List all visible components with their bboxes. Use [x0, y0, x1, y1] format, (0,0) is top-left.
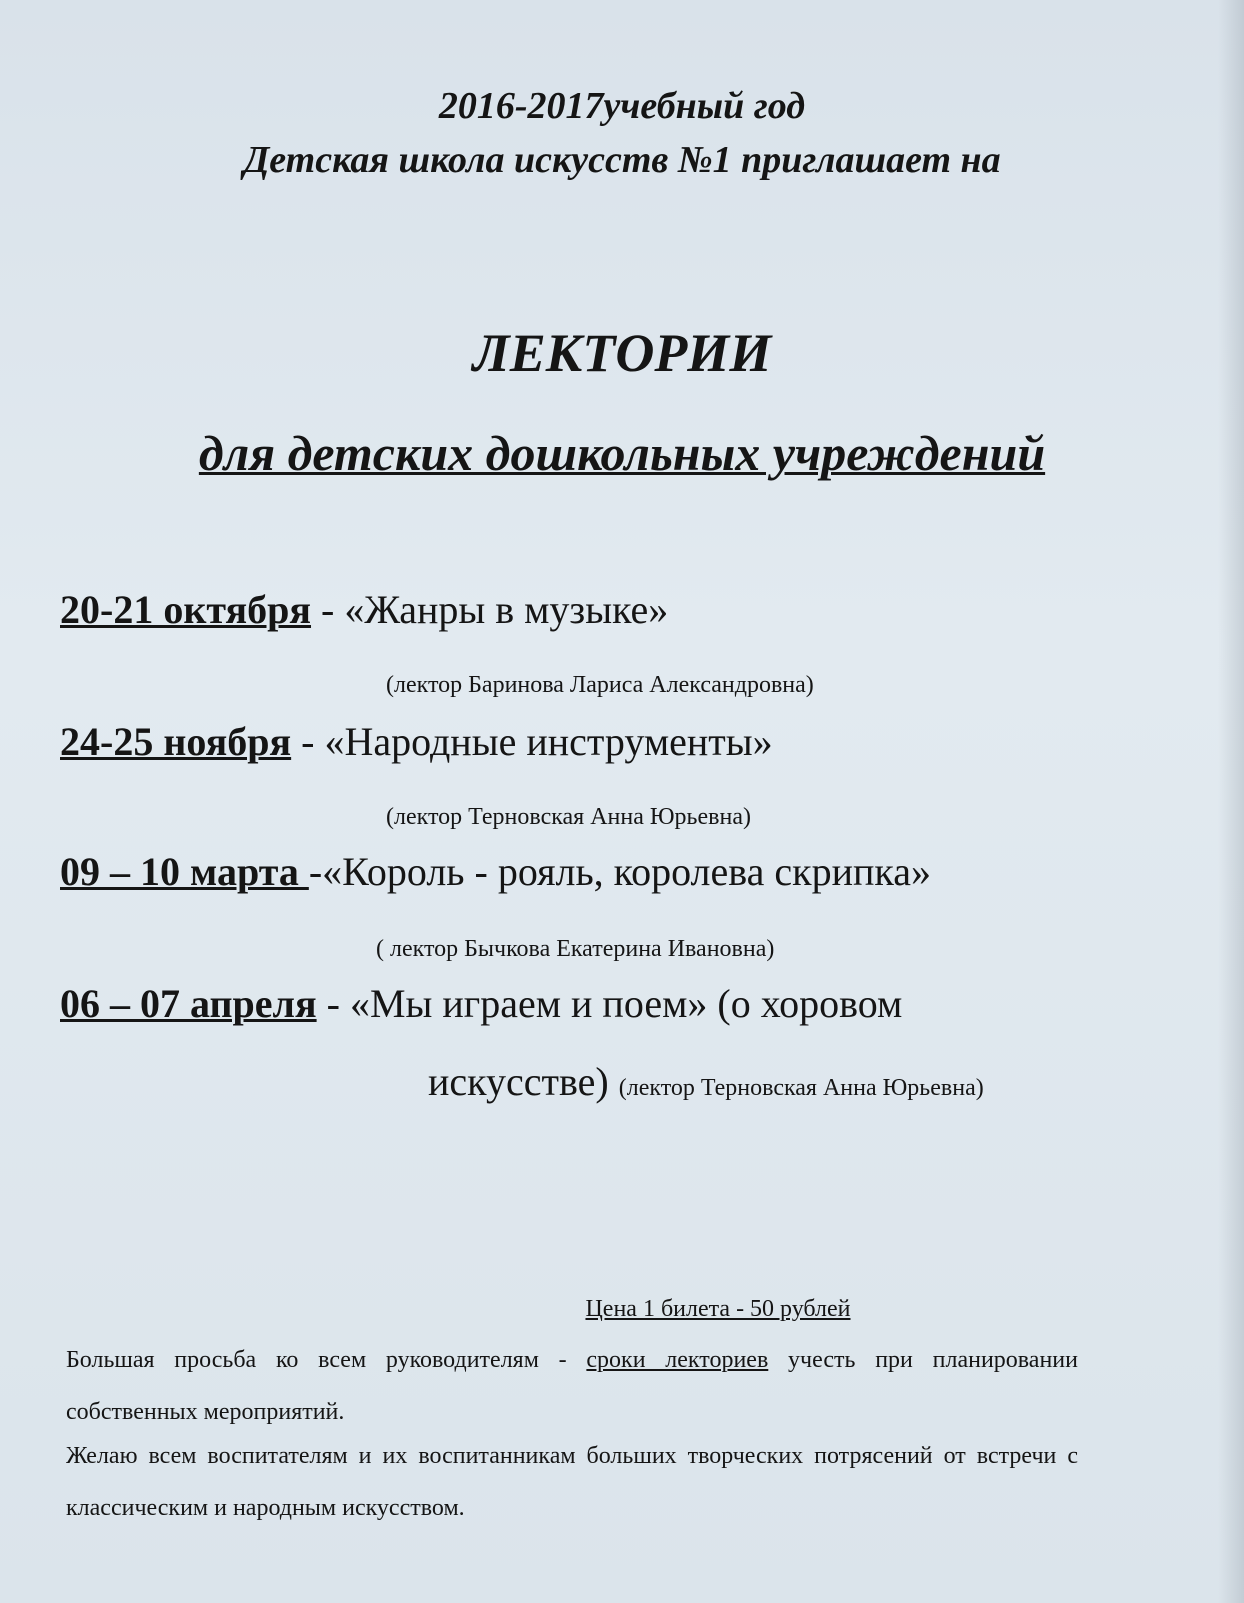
request-paragraph [66, 1334, 1078, 1438]
lecture-item-4 [60, 980, 902, 1027]
lecture-item-2 [60, 718, 773, 765]
lecture-topic: «Король - рояль, королева скрипка» [322, 849, 931, 894]
lecture-date: 24-25 ноября [60, 719, 292, 764]
page-edge-shadow [1218, 0, 1244, 1603]
lecture-separator: - [308, 849, 323, 894]
lecture-topic-continuation: искусстве) [428, 1059, 609, 1104]
wish-paragraph: Желаю всем воспитателям и их воспитанникам больших творческих потрясений от встречи с классическим и народным искусством. [66, 1443, 1078, 1521]
lecture-topic: «Народные инструменты» [324, 719, 773, 764]
lecture-separator: - [316, 981, 350, 1026]
lecture-separator: - [311, 587, 345, 632]
lecture-lector-1: (лектор Баринова Лариса Александровна) [386, 672, 814, 698]
lecture-topic: «Жанры в музыке» [344, 587, 669, 632]
lecture-item-4-continuation [428, 1058, 984, 1105]
page-subtitle: для детских дошкольных учреждений [198, 425, 1046, 481]
request-underlined: сроки лекториев [586, 1347, 769, 1373]
request-text-end: учесть при планировании собственных мероприятий. [66, 1347, 1078, 1425]
request-text-start: Большая просьба ко всем руководителям - [66, 1347, 587, 1373]
lecture-lector-4: (лектор Терновская Анна Юрьевна) [618, 1075, 984, 1101]
lecture-date: 06 – 07 апреля [60, 981, 317, 1026]
page-title: ЛЕКТОРИИ [472, 323, 772, 383]
academic-year: 2016-2017учебный год [438, 85, 806, 127]
lecture-item-1 [60, 586, 668, 633]
lecture-lector-3: ( лектор Бычкова Екатерина Ивановна) [376, 936, 775, 962]
lecture-lector-2: (лектор Терновская Анна Юрьевна) [386, 804, 751, 830]
lecture-topic: «Мы играем и поем» (о хоровом [349, 981, 903, 1026]
lecture-item-3 [60, 848, 931, 895]
lecture-date: 09 – 10 марта [60, 849, 309, 894]
lecture-separator: - [291, 719, 325, 764]
school-invitation: Детская школа искусств №1 приглашает на [243, 139, 1001, 181]
lecture-date: 20-21 октября [60, 587, 312, 632]
ticket-price: Цена 1 билета - 50 рублей [585, 1296, 851, 1322]
